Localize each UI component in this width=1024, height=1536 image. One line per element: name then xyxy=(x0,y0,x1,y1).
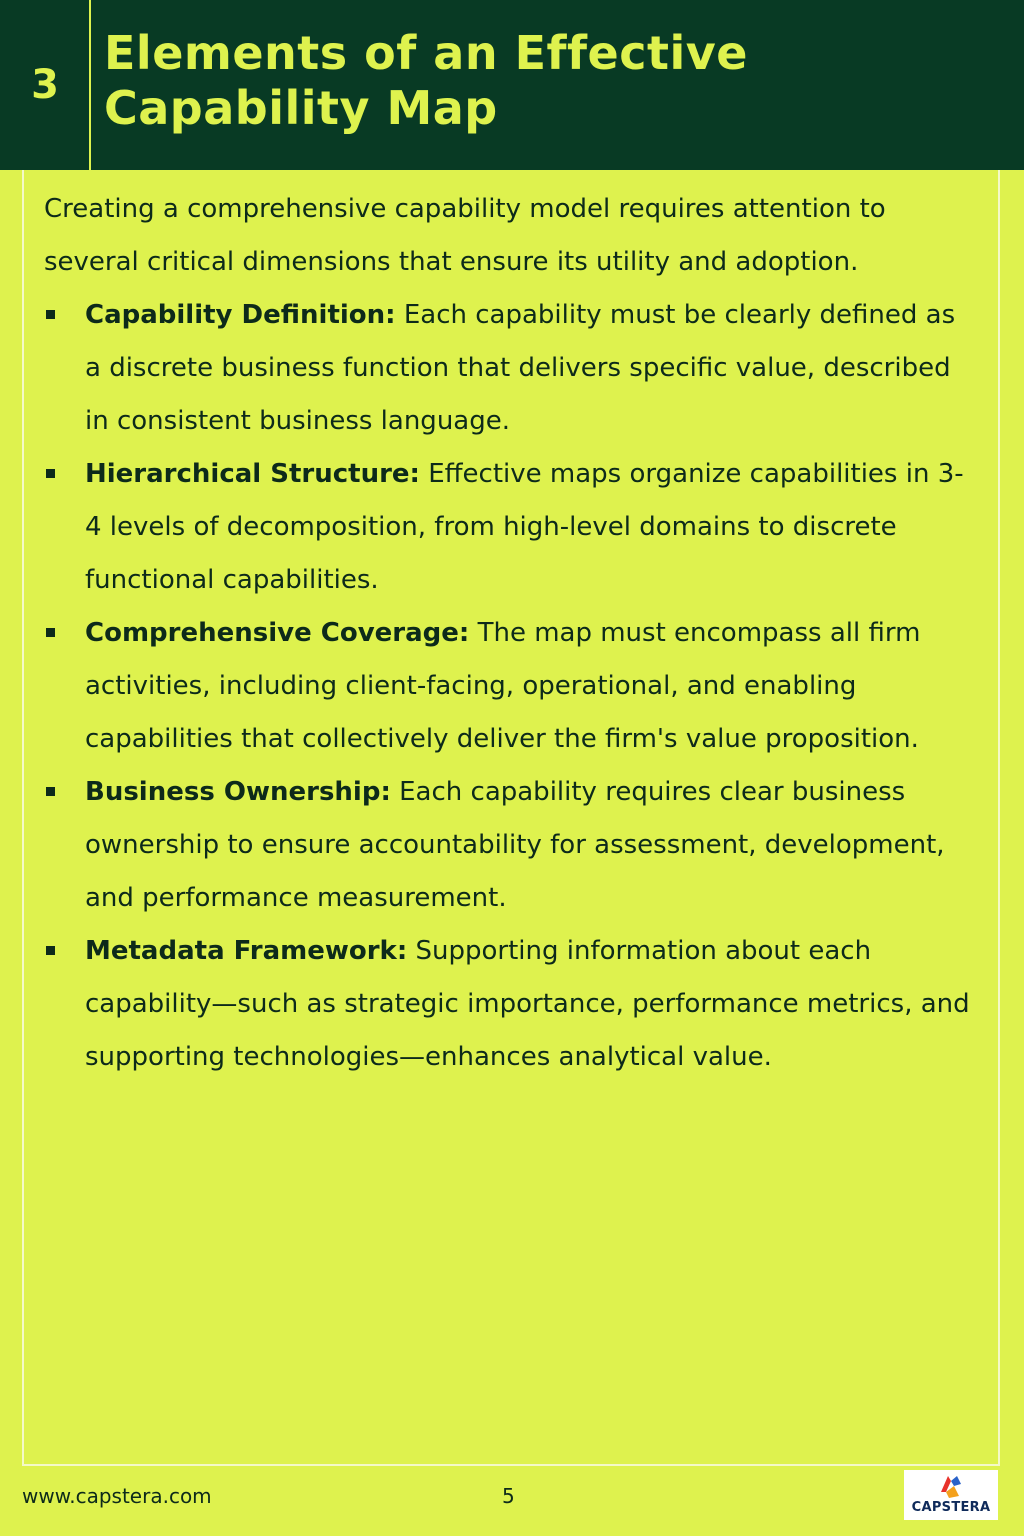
bullet-term: Comprehensive Coverage: xyxy=(85,618,470,648)
bullet-term: Capability Definition: xyxy=(85,300,396,330)
bullet-term: Hierarchical Structure: xyxy=(85,459,420,489)
content-body xyxy=(44,183,979,1084)
square-bullet-icon xyxy=(46,628,55,637)
intro-paragraph: Creating a comprehensive capability model requires attention to several critical dimensions that ensure its utility and adoption. xyxy=(44,194,886,277)
bullet-text: Effective maps organize capabilities in 3-4 levels of decomposition, from high-level domains to discrete functional capabilities. xyxy=(85,459,964,595)
bullet-text: Supporting information about each capability—such as strategic importance, performance metrics, and supporting technologies—enhances analytical value. xyxy=(85,936,970,1072)
footer-website-url: www.capstera.com xyxy=(22,1484,212,1508)
page-header xyxy=(0,0,1024,170)
logo-text: CAPSTERA xyxy=(911,1500,991,1515)
bullet-item xyxy=(44,607,979,766)
bullet-text: Each capability requires clear business ownership to ensure accountability for assessment, development, and performance measurement. xyxy=(85,777,945,913)
bullet-item xyxy=(44,289,979,448)
capstera-logo xyxy=(904,1470,998,1520)
bullet-item xyxy=(44,766,979,925)
square-bullet-icon xyxy=(46,469,55,478)
section-number: 3 xyxy=(31,62,59,108)
page-title: Elements of an Effective Capability Map xyxy=(104,26,748,135)
page-number: 5 xyxy=(502,1484,515,1508)
square-bullet-icon xyxy=(46,310,55,319)
square-bullet-icon xyxy=(46,787,55,796)
square-bullet-icon xyxy=(46,946,55,955)
bullet-list xyxy=(44,289,979,1084)
bullet-term: Metadata Framework: xyxy=(85,936,408,966)
bullet-item xyxy=(44,925,979,1084)
bullet-text: Each capability must be clearly defined as a discrete business function that delivers specific value, described in consistent business language. xyxy=(85,300,956,436)
bullet-item xyxy=(44,448,979,607)
bullet-text: The map must encompass all firm activities, including client-facing, operational, and enabling capabilities that collectively deliver the firm's value proposition. xyxy=(85,618,921,754)
header-divider xyxy=(89,0,91,170)
capstera-logo-icon xyxy=(937,1472,965,1500)
bullet-term: Business Ownership: xyxy=(85,777,391,807)
